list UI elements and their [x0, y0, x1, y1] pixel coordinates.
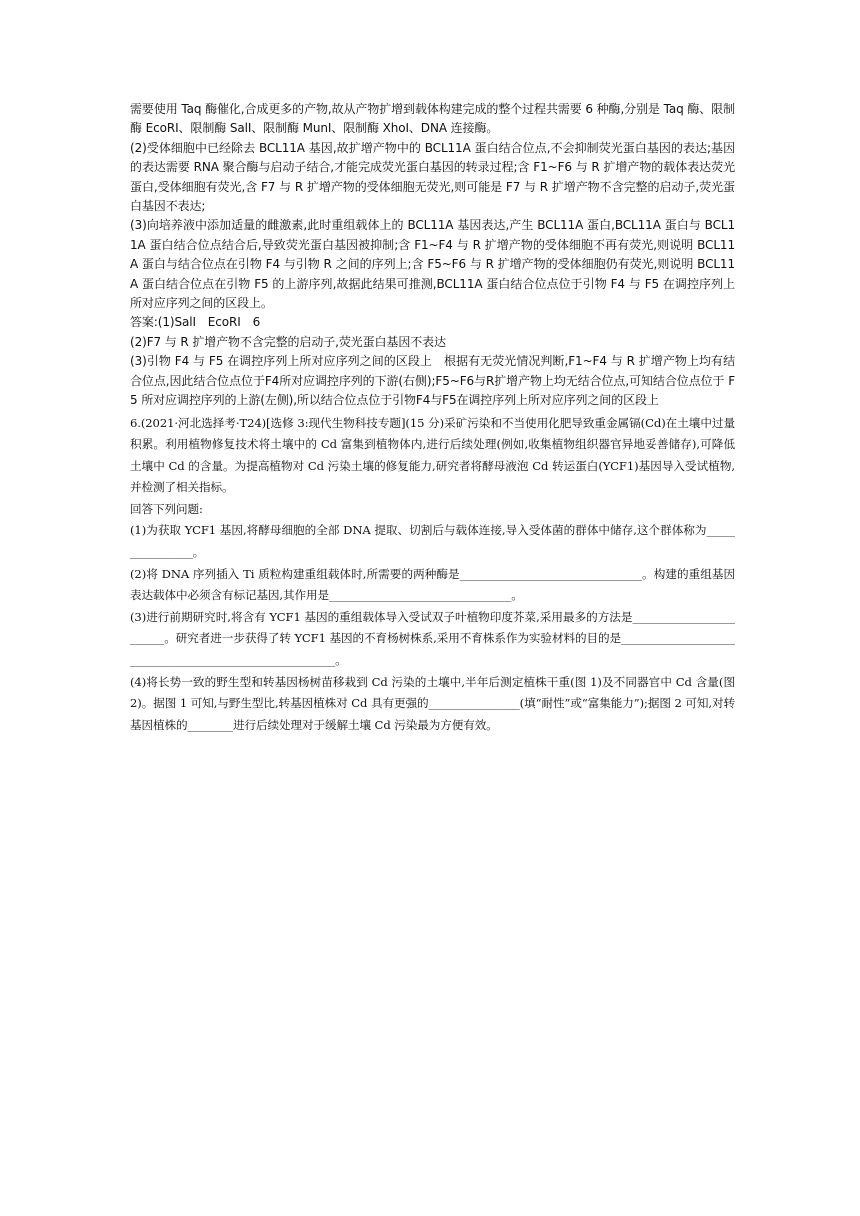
answer-paragraph-2: (2)F7 与 R 扩增产物不含完整的启动子,荧光蛋白基因不表达: [130, 334, 446, 349]
answer-paragraph-1: 答案:(1)SalⅠ EcoRⅠ 6: [130, 315, 261, 330]
question-section: [130, 413, 735, 737]
subquestion-2: (2)将 DNA 序列插入 Ti 质粒构建重组载体时,所需要的两种酶是________________________________。构建的重组基因表达载体中必须含有标记基因,其作用是________________________________。: [130, 566, 735, 603]
answer-section: [130, 313, 735, 410]
document-page: [130, 100, 735, 736]
answer-paragraph-3: (3)引物 F4 与 F5 在调控序列上所对应序列之间的区段上 根据有无荧光情况判断,F1~F4 与 R 扩增产物上均有结合位点,因此结合位点位于F4所对应调控序列的下游(右侧);F5~F6与R扩增产物上均无结合位点,可知结合位点位于 F5 所对应调控序列的上游(左侧),所以结合位点位于引物F4与F5在调控序列上所对应序列之间的区段上: [130, 354, 735, 408]
subquestion-1: (1)为获取 YCF1 基因,将酵母细胞的全部 DNA 提取、切割后与载体连接,导入受体菌的群体中储存,这个群体称为________________。: [130, 523, 735, 560]
question-stem: 6.(2021·河北选择考·T24)[选修 3:现代生物科技专题](15 分)采矿污染和不当使用化肥导致重金属镉(Cd)在土壤中过量积累。利用植物修复技术将土壤中的 Cd 富集到植物体内,进行后续处理(例如,收集植物组织器官异地妥善储存),可降低土壤中 Cd 的含量。为提高植物对 Cd 污染土壤的修复能力,研究者将酵母液泡 Cd 转运蛋白(YCF1)基因导入受试植物,并检测了相关指标。: [130, 415, 735, 495]
analysis-paragraph-3: (3)向培养液中添加适量的雌激素,此时重组载体上的 BCL11A 基因表达,产生 BCL11A 蛋白,BCL11A 蛋白与 BCL11A 蛋白结合位点结合后,导致荧光蛋白基因被抑制;含 F1~F4 与 R 扩增产物的受体细胞不再有荧光,则说明 BCL11A 蛋白与结合位点在引物 F4 与引物 R 之间的序列上;含 F5~F6 与 R 扩增产物的受体细胞仍有荧光,则说明 BCL11A 蛋白结合位点在引物 F5 的上游序列,故据此结果可推测,BCL11A 蛋白结合位点位于引物 F4 与 F5 在调控序列上所对应序列之间的区段上。: [130, 218, 735, 311]
analysis-paragraph-1: 需要使用 Taq 酶催化,合成更多的产物,故从产物扩增到载体构建完成的整个过程共需要 6 种酶,分别是 Taq 酶、限制酶 EcoRⅠ、限制酶 SalⅠ、限制酶 MunⅠ、限制酶 XhoⅠ、DNA 连接酶。: [130, 102, 735, 136]
analysis-paragraph-2: (2)受体细胞中已经除去 BCL11A 基因,故扩增产物中的 BCL11A 蛋白结合位点,不会抑制荧光蛋白基因的表达;基因的表达需要 RNA 聚合酶与启动子结合,才能完成荧光蛋白基因的转录过程;含 F1~F6 与 R 扩增产物的载体表达荧光蛋白,受体细胞有荧光,含 F7 与 R 扩增产物的受体细胞无荧光,则可能是 F7 与 R 扩增产物不含完整的启动子,荧光蛋白基因不表达;: [130, 140, 735, 214]
analysis-section: [130, 100, 735, 313]
subquestion-3: (3)进行前期研究时,将含有 YCF1 基因的重组载体导入受试双子叶植物印度芥菜,采用最多的方法是________________________。研究者进一步获得了转 YCF1 基因的不育杨树株系,采用不育株系作为实验材料的目的是________________________________________________________。: [130, 609, 735, 668]
subquestion-4: (4)将长势一致的野生型和转基因杨树苗移栽到 Cd 污染的土壤中,半年后测定植株干重(图 1)及不同器官中 Cd 含量(图 2)。据图 1 可知,与野生型比,转基因植株对 Cd 具有更强的________________(填“耐性”或“富集能力”);据图 2 可知,对转基因植株的________进行后续处理对于缓解土壤 Cd 污染最为方便有效。: [130, 674, 735, 732]
question-prompt: 回答下列问题:: [130, 501, 203, 516]
